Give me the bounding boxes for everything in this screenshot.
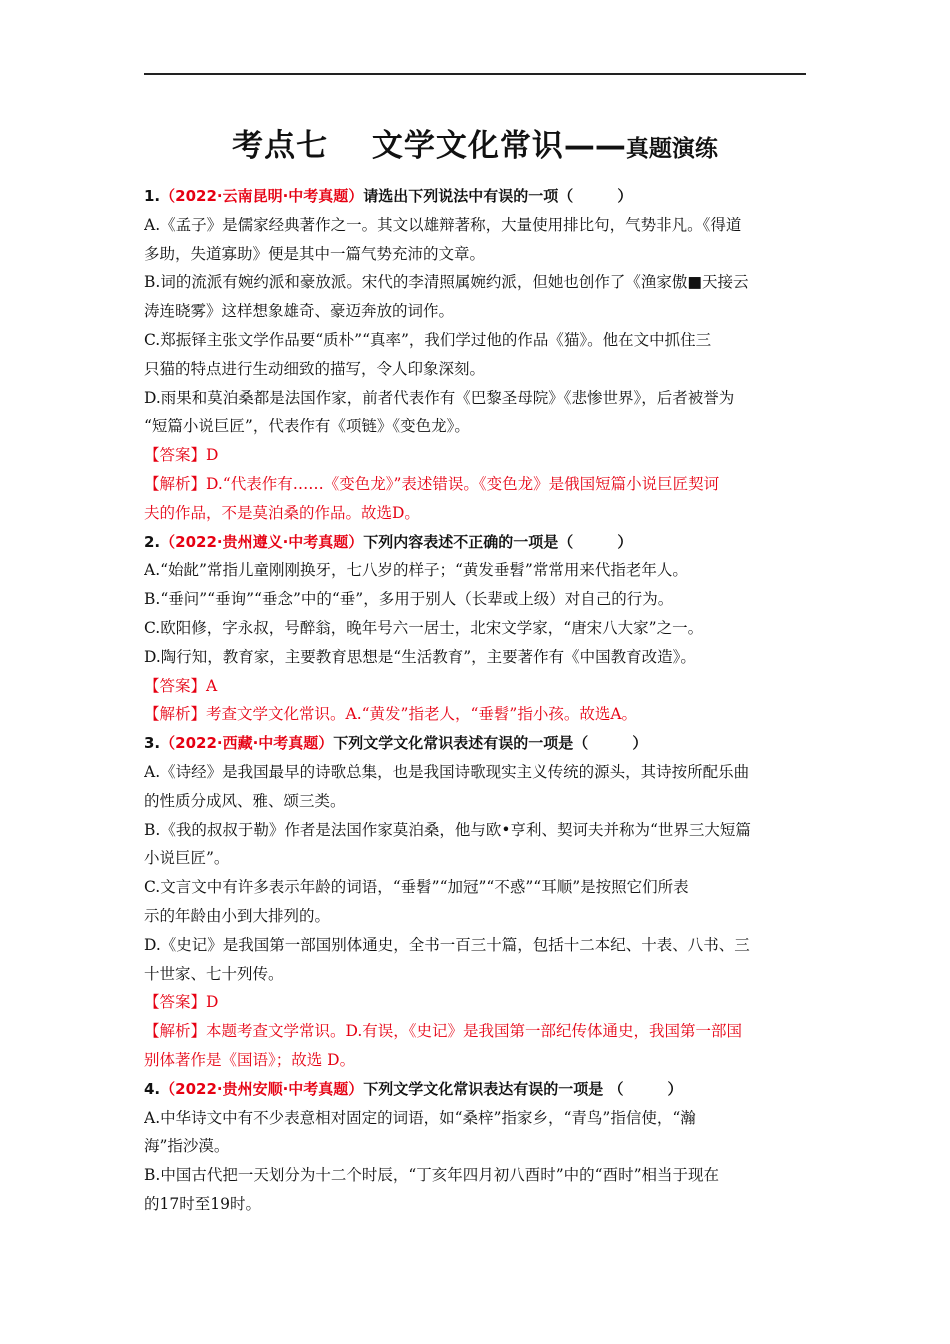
answer-line: 【答案】A — [144, 676, 218, 695]
question-stem — [144, 1075, 804, 1104]
question-source: （2022·云南昆明·中考真题） — [160, 187, 364, 205]
header-rule — [144, 73, 806, 75]
title-dash: —— — [563, 128, 626, 164]
answer-line: 【答案】D — [144, 446, 219, 465]
question-block — [144, 182, 804, 528]
question-number: 2. — [144, 532, 161, 551]
analysis-line: 【解析】本题考查文学常识。D.有误，《史记》是我国第一部纪传体通史，我国第一部国 — [144, 1022, 743, 1041]
option-line: A.“始龀”常指儿童刚刚换牙，七八岁的样子；“黄发垂髫”常常用来代指老年人。 — [144, 561, 688, 580]
option-line: 示的年龄由小到大排列的。 — [144, 906, 331, 925]
question-number: 3. — [144, 734, 161, 753]
question-source: （2022·贵州安顺·中考真题） — [160, 1079, 364, 1098]
question-close-paren: ） — [617, 187, 633, 205]
option-line: A.中华诗文中有不少表意相对固定的词语，如“桑梓”指家乡，“青鸟”指信使，“瀚 — [144, 1108, 696, 1127]
option-line: C.郑振铎主张文学作品要“质朴”“真率”，我们学过他的作品《猫》。他在文中抓住三 — [144, 330, 712, 349]
option-line: A.《诗经》是我国最早的诗歌总集，也是我国诗歌现实主义传统的源头，其诗按所配乐曲 — [144, 762, 750, 781]
option-line: 的性质分成风、雅、颂三类。 — [144, 791, 346, 810]
question-text: 下列内容表述不正确的一项是（ — [363, 532, 574, 551]
question-close-paren: ） — [632, 734, 648, 753]
question-block — [144, 1075, 804, 1219]
page-title — [144, 120, 806, 165]
option-line: B.《我的叔叔于勒》作者是法国作家莫泊桑，他与欧•亨利、契诃夫并称为“世界三大短篇 — [144, 820, 751, 839]
option-line: D.《史记》是我国第一部国别体通史，全书一百三十篇，包括十二本纪、十表、八书、三 — [144, 935, 750, 954]
option-line: 的17时至19时。 — [144, 1194, 261, 1213]
question-stem — [144, 729, 804, 758]
title-main: 考点七 文学文化常识 — [232, 128, 564, 164]
answer-line: 【答案】D — [144, 993, 219, 1012]
question-source: （2022·贵州遵义·中考真题） — [160, 532, 364, 551]
question-source: （2022·西藏·中考真题） — [160, 734, 334, 753]
option-line: 海”指沙漠。 — [144, 1137, 230, 1156]
option-line: 多助，失道寡助》便是其中一篇气势充沛的文章。 — [144, 244, 486, 263]
title-sub: 真题演练 — [625, 135, 718, 162]
question-number: 1. — [144, 187, 161, 205]
option-line: 只猫的特点进行生动细致的描写，令人印象深刻。 — [144, 359, 486, 378]
question-list — [144, 182, 804, 1219]
option-line: B.中国古代把一天划分为十二个时辰，“丁亥年四月初八酉时”中的“酉时”相当于现在 — [144, 1166, 720, 1185]
question-stem — [144, 528, 804, 557]
question-text: 下列文学文化常识表述有误的一项是（ — [333, 734, 589, 753]
question-stem — [144, 182, 804, 211]
question-close-paren: ） — [617, 532, 633, 551]
analysis-line: 【解析】考查文学文化常识。A.“黄发”指老人，“垂髫”指小孩。故选A。 — [144, 705, 638, 724]
question-text: 请选出下列说法中有误的一项（ — [363, 187, 574, 205]
question-number: 4. — [144, 1079, 161, 1098]
option-line: B.词的流派有婉约派和豪放派。宋代的李清照属婉约派，但她也创作了《渔家傲■天接云 — [144, 273, 749, 292]
option-line: D.雨果和莫泊桑都是法国作家，前者代表作有《巴黎圣母院》《悲惨世界》，后者被誉为 — [144, 388, 735, 407]
option-line: 小说巨匠”。 — [144, 849, 230, 868]
question-block — [144, 729, 804, 1075]
analysis-line: 别体著作是《国语》；故选 D。 — [144, 1050, 356, 1069]
question-close-paren: ） — [667, 1079, 683, 1098]
analysis-line: 【解析】D.“代表作有……《变色龙》”表述错误。《变色龙》是俄国短篇小说巨匠契诃 — [144, 474, 720, 493]
analysis-line: 夫的作品，不是莫泊桑的作品。故选D。 — [144, 503, 420, 522]
question-text: 下列文学文化常识表达有误的一项是 （ — [363, 1079, 624, 1098]
question-block — [144, 528, 804, 730]
option-line: C.文言文中有许多表示年龄的词语，“垂髫”“加冠”“不惑”“耳顺”是按照它们所表 — [144, 878, 689, 897]
option-line: C.欧阳修，字永叔，号醉翁，晚年号六一居士，北宋文学家，“唐宋八大家”之一。 — [144, 618, 704, 637]
option-line: D.陶行知，教育家，主要教育思想是“生活教育”，主要著作有《中国教育改造》。 — [144, 647, 696, 666]
option-line: 涛连晓雾》这样想象雄奇、豪迈奔放的词作。 — [144, 302, 455, 321]
option-line: A.《孟子》是儒家经典著作之一。其文以雄辩著称，大量使用排比句，气势非凡。《得道 — [144, 215, 742, 234]
option-line: 十世家、七十列传。 — [144, 964, 284, 983]
option-line: “短篇小说巨匠”，代表作有《项链》《变色龙》。 — [144, 417, 470, 436]
option-line: B.“垂问”“垂询”“垂念”中的“垂”，多用于别人（长辈或上级）对自己的行为。 — [144, 590, 674, 609]
